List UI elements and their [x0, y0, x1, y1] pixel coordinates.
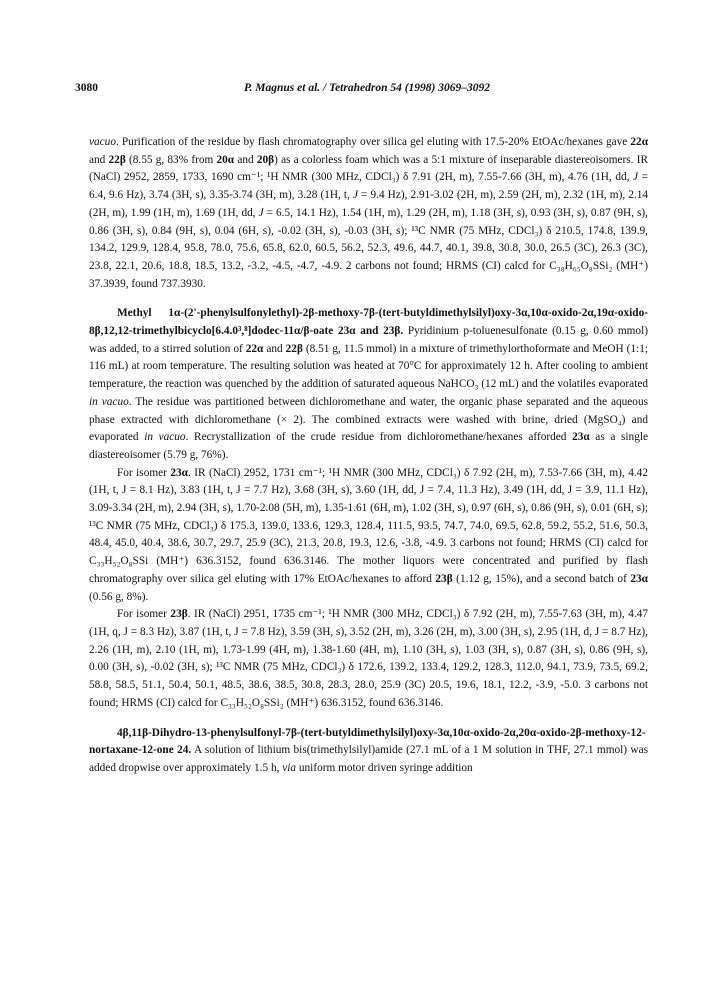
text-run: and [89, 153, 109, 166]
text-run: . IR (NaCl) 2951, 1735 cm⁻¹; ¹H NMR (300 MHz, CDCl₃) δ 7.92 (2H, m), 7.55-7.63 (3H, m), 4.47 (1H, q, J = 8.3 Hz), 3.87 (1H, t, J = 7.8 Hz), 3.59 (3H, s), 3.52 (2H, m), 3.26 (2H, m), 3.00 (3H, s), 2.95 (1H, d, J = 8.7 Hz), 2.26 (1H, m), 2.10 (1H, m), 1.73-1.99 (4H, m), 1.38-1.60 (4H, m), 1.10 (3H, s), 1.03 (3H, s), 0.87 (3H, s), 0.86 (9H, s), 0.00 (3H, s), -0.02 (3H, s); ¹³C NMR (75 MHz, CDCl₃) δ 172.6, 139.2, 133.4, 129.2, 128.3, 112.0, 94.1, 73.9, 73.5, 69.2, 58.8, 58.5, 51.1, 50.4, 50.1, 48.5, 38.6, 38.5, 30.8, 28.3, 28.0, 25.9 (3C) 20.5, 19.6, 18.1, 12.2, -3.9, -5.0. 3 carbons not found; HRMS (CI) calcd for C₃₃H₅₂O₈SSi₂ (MH⁺) 636.3152, found 636.3146. [89, 608, 648, 709]
compound-ref: 22β [285, 342, 303, 355]
text-italic: J [352, 189, 358, 202]
text-italic: J [258, 206, 264, 219]
text-run: . Recrystallization of the crude residue from dichloromethane/hexanes afforded [185, 431, 573, 444]
text-run: and [263, 342, 286, 355]
text-run: = 6.4, 9.6 Hz), 3.74 (3H, s), 3.35-3.74 (3H, m), 3.28 (1H, t, [89, 171, 648, 202]
compound-heading: 4β,11β-Dihydro-13-phenylsulfonyl-7β-(tert-butyldimethylsilyl)oxy-3α,10α-oxido-2α,20α-oxido-2β-methoxy-12-nortaxane-12-one 24. [89, 726, 646, 757]
compound-ref: 20β [256, 153, 275, 166]
text-run: and [234, 153, 257, 166]
text-italic: in vacuo [89, 395, 129, 408]
text-run: = 9.4 Hz), 2.91-3.02 (2H, m), 2.59 (2H, m), 2.32 (1H, m), 2.14 (2H, m), 1.99 (1H, m), 1.69 (1H, dd, [89, 189, 649, 219]
spacer [89, 293, 648, 305]
text-run: . IR (NaCl) 2952, 1731 cm⁻¹; ¹H NMR (300 MHz, CDCl₃) δ 7.92 (2H, m), 7.53-7.66 (3H, m), 4.42 (1H, t, J = 8.1 Hz), 3.83 (1H, t, J = 7.7 Hz), 3.68 (3H, s), 3.60 (1H, dd, J = 7.4, 11.3 Hz), 3.49 (1H, dd, J = 3.9, 11.1 Hz), 3.09-3.34 (2H, m), 2.94 (3H, s), 1.70-2.08 (5H, m), 1.35-1.61 (6H, m), 1.02 (3H, s), 0.97 (6H, s), 0.86 (9H, s), 0.01 (6H, s); ¹³C NMR (75 MHz, CDCl₃) δ 175.3, 139.0, 133.6, 129.3, 128.4, 111.5, 93.5, 74.7, 74.0, 69.5, 62.8, 59.2, 55.2, 51.6, 50.3, 48.4, 45.0, 40.4, 38.6, 30.7, 29.7, 25.9 (3C), 21.3, 20.8, 19.3, 12.6, -3.8, -4.9. 3 carbons not found; HRMS (CI) calcd for C₃₃H₅₂O₈SSi (MH⁺) 636.3152, found 636.3146. The mother liquors were concentrated and purified by flash chromatography over silica gel eluting with 17% EtOAc/hexanes to afford [89, 466, 648, 585]
text-run: Pyridinium p-toluenesulfonate (0.15 g, 0.60 mmol) was added, to a stirred solution of [89, 325, 648, 355]
text-run: uniform motor driven syringe addition [296, 761, 473, 774]
text-italic: via [282, 761, 297, 774]
paragraph-compound-24 [89, 725, 648, 778]
paragraph-continuation [89, 134, 648, 293]
article-body [89, 134, 648, 778]
text-run: (1.12 g, 15%), and a second batch of [452, 572, 631, 585]
paragraph-isomer-23a [89, 465, 648, 607]
compound-ref: 23β [435, 572, 453, 585]
running-header [75, 82, 659, 100]
compound-ref: 23α [170, 466, 188, 479]
compound-ref: 22β [108, 153, 126, 166]
text-run: = 6.5, 14.1 Hz), 1.54 (1H, m), 1.29 (2H, m), 1.18 (3H, s), 0.93 (3H, s), 0.87 (9H, s), 0.86 (3H, s), 0.84 (9H, s), 0.04 (6H, s), -0.02 (3H, s), -0.03 (3H, s); ¹³C NMR (75 MHz, CDCl₃) δ 210.5, 174.8, 139.9, 134.2, 129.9, 128.4, 95.8, 78.0, 75.6, 65.8, 62.0, 60.5, 56.2, 52.3, 49.6, 44.7, 40.1, 39.8, 30.8, 30.0, 26.5 (3C), 26.3 (3C), 23.8, 22.1, 20.6, 18.8, 18.5, 13.2, -3.2, -4.5, -4.7, -4.9. 2 carbons not found; HRMS (CI) calcd for C₃₈H₆₅O₈SSi₂ (MH⁺) 37.3939, found 737.3930. [89, 206, 648, 290]
text-run: . The residue was partitioned between dichloromethane and water, the organic phase separated and the aqueous phase extracted with dichloromethane (× 2). The combined extracts were washed with brine, dried (MgSO₄) and evaporated [89, 395, 649, 444]
page-number: 3080 [75, 82, 98, 94]
spacer [89, 713, 648, 725]
paragraph-compound-23 [89, 305, 648, 464]
journal-reference: P. Magnus et al. / Tetrahedron 54 (1998) 3069–3092 [244, 82, 490, 94]
compound-ref: 23α [572, 431, 590, 444]
text-run: ) as a colorless foam which was a 5:1 mixture of inseparable diastereoisomers. IR (NaCl) 2952, 2859, 1733, 1690 cm⁻¹; ¹H NMR (300 MHz, CDCl₃) δ 7.91 (2H, m), 7.55-7.66 (3H, m), 4.76 (1H, dd, [89, 153, 649, 184]
text-run: (8.55 g, 83% from [125, 153, 217, 166]
compound-heading: Methyl 1α-(2'-phenylsulfonylethyl)-2β-methoxy-7β-(tert-butyldimethylsilyl)oxy-3α,10α-oxido-2α,19α-oxido-8β,12,12-trimethylbicyclo[6.4.0³,⁸]dodec-11α/β-oate 23α and 23β. [89, 307, 648, 338]
text-run: (8.51 g, 11.5 mmol) in a mixture of trimethylorthoformate and MeOH (1:1; 116 mL) at room temperature. The resulting solution was heated at 70°C for approximately 12 h. After cooling to ambient temperature, the reaction was quenched by the addition of saturated aqueous NaHCO₃ (12 mL) and the volatiles evaporated [89, 342, 648, 391]
text-run: as a single diastereoisomer (5.79 g, 76%). [89, 431, 648, 461]
compound-ref: 22α [630, 136, 648, 148]
text-italic: vacuo [89, 136, 116, 148]
text-run: For isomer [117, 466, 171, 479]
text-run: A solution of lithium bis(trimethylsilyl)amide (27.1 mL of a 1 M solution in THF, 27.1 mmol) was added dropwise over approximately 1.5 h, [89, 744, 648, 774]
text-italic: J [633, 171, 639, 184]
compound-ref: 20α [216, 153, 235, 166]
compound-ref: 22α [245, 342, 264, 355]
text-run: . Purification of the residue by flash chromatography over silica gel eluting with 17.5-20% EtOAc/hexanes gave [115, 136, 631, 148]
compound-ref: 23α [630, 572, 648, 585]
text-run: For isomer [117, 608, 171, 621]
paragraph-isomer-23b [89, 606, 648, 712]
text-italic: in vacuo [144, 431, 186, 444]
compound-ref: 23β [170, 608, 188, 621]
text-run: (0.56 g, 8%). [89, 590, 149, 603]
